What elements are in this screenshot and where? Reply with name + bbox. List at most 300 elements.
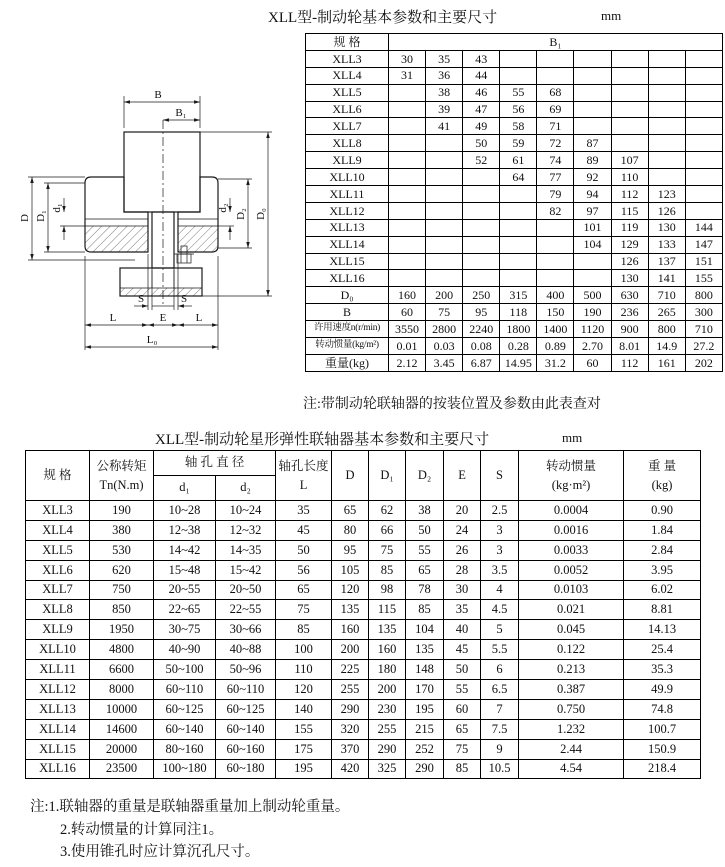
b1-value-cell: 72 bbox=[537, 135, 574, 152]
b1-value-cell: 87 bbox=[574, 135, 611, 152]
b1-value-cell: 59 bbox=[500, 135, 537, 152]
b1-value-cell bbox=[648, 67, 685, 84]
value-cell: 0.213 bbox=[519, 660, 624, 680]
row-label: XLL14 bbox=[306, 236, 389, 253]
value-cell: 160 bbox=[332, 620, 369, 640]
coupling-table bbox=[25, 450, 701, 779]
row-label: XLL4 bbox=[26, 520, 90, 540]
b1-value-cell bbox=[463, 253, 500, 270]
value-cell: 20000 bbox=[90, 739, 154, 759]
value-cell: 38 bbox=[406, 501, 444, 521]
b1-value-cell: 61 bbox=[500, 152, 537, 169]
value-cell: 10~24 bbox=[216, 501, 276, 521]
b1-value-cell: 64 bbox=[500, 169, 537, 186]
b1-value-cell: 130 bbox=[648, 219, 685, 236]
value-cell: 190 bbox=[90, 501, 154, 521]
value-cell: 6600 bbox=[90, 660, 154, 680]
row-label: XLL3 bbox=[306, 50, 389, 67]
value-cell: 25.4 bbox=[624, 640, 701, 660]
value-cell: 28 bbox=[444, 560, 481, 580]
b1-value-cell bbox=[463, 236, 500, 253]
b1-value-cell: 3.45 bbox=[426, 354, 463, 371]
row-label: XLL5 bbox=[306, 84, 389, 101]
b1-value-cell: 71 bbox=[537, 118, 574, 135]
table-row bbox=[306, 219, 723, 236]
b1-value-cell bbox=[574, 118, 611, 135]
value-cell: 0.90 bbox=[624, 501, 701, 521]
row-label: XLL10 bbox=[306, 169, 389, 186]
value-cell: 7.5 bbox=[481, 719, 519, 739]
table-row bbox=[306, 287, 723, 304]
b1-value-cell: 69 bbox=[537, 101, 574, 118]
value-cell: 60~110 bbox=[216, 680, 276, 700]
b1-value-cell bbox=[685, 118, 722, 135]
row-label: XLL14 bbox=[26, 719, 90, 739]
b1-value-cell: 2.70 bbox=[574, 338, 611, 355]
value-cell: 0.0052 bbox=[519, 560, 624, 580]
row-label: XLL8 bbox=[306, 135, 389, 152]
value-cell: 2.44 bbox=[519, 739, 624, 759]
col-header-E: E bbox=[444, 451, 481, 501]
value-cell: 4.54 bbox=[519, 759, 624, 779]
row-label: 重量(kg) bbox=[306, 354, 389, 371]
b1-value-cell bbox=[463, 186, 500, 203]
value-cell: 45 bbox=[444, 640, 481, 660]
footnote-2: 2.转动惯量的计算同注1。 bbox=[60, 821, 224, 838]
value-cell: 218.4 bbox=[624, 759, 701, 779]
b1-value-cell bbox=[463, 219, 500, 236]
value-cell: 50~96 bbox=[216, 660, 276, 680]
value-cell: 15~42 bbox=[216, 560, 276, 580]
value-cell: 0.750 bbox=[519, 699, 624, 719]
value-cell: 80~160 bbox=[154, 739, 216, 759]
value-cell: 3.5 bbox=[481, 560, 519, 580]
value-cell: 10.5 bbox=[481, 759, 519, 779]
b1-value-cell: 41 bbox=[426, 118, 463, 135]
table1-title: XLL型-制动轮基本参数和主要尺寸 bbox=[268, 10, 498, 26]
b1-value-cell bbox=[500, 67, 537, 84]
col-header-D: D bbox=[332, 451, 369, 501]
value-cell: 1950 bbox=[90, 620, 154, 640]
b1-value-cell bbox=[611, 50, 648, 67]
value-cell: 0.122 bbox=[519, 640, 624, 660]
value-cell: 95 bbox=[332, 540, 369, 560]
b1-value-cell bbox=[426, 253, 463, 270]
table-row bbox=[26, 620, 701, 640]
footnote-3: 3.使用锥孔时应计算沉孔尺寸。 bbox=[60, 844, 260, 860]
b1-value-cell bbox=[648, 101, 685, 118]
value-cell: 50 bbox=[444, 660, 481, 680]
b1-value-cell bbox=[463, 202, 500, 219]
value-cell: 0.387 bbox=[519, 680, 624, 700]
table-row bbox=[306, 50, 723, 67]
b1-value-cell: 161 bbox=[648, 354, 685, 371]
value-cell: 4800 bbox=[90, 640, 154, 660]
value-cell: 35 bbox=[444, 600, 481, 620]
b1-value-cell bbox=[537, 270, 574, 287]
table-row bbox=[26, 759, 701, 779]
row-label: XLL9 bbox=[306, 152, 389, 169]
b1-value-cell: 710 bbox=[648, 287, 685, 304]
value-cell: 65 bbox=[406, 560, 444, 580]
b1-value-cell bbox=[685, 135, 722, 152]
value-cell: 148 bbox=[406, 660, 444, 680]
b1-value-cell: 46 bbox=[463, 84, 500, 101]
value-cell: 74.8 bbox=[624, 699, 701, 719]
b1-value-cell bbox=[685, 101, 722, 118]
b1-value-cell: 49 bbox=[463, 118, 500, 135]
table-row bbox=[306, 270, 723, 287]
b1-value-cell: 126 bbox=[611, 253, 648, 270]
b1-value-cell: 27.2 bbox=[685, 338, 722, 355]
value-cell: 85 bbox=[406, 600, 444, 620]
value-cell: 8.81 bbox=[624, 600, 701, 620]
b1-value-cell: 147 bbox=[685, 236, 722, 253]
value-cell: 56 bbox=[276, 560, 332, 580]
b1-value-cell bbox=[611, 67, 648, 84]
value-cell: 380 bbox=[90, 520, 154, 540]
b1-value-cell: 44 bbox=[463, 67, 500, 84]
col-header-d2: d₂ bbox=[216, 476, 276, 501]
value-cell: 0.0016 bbox=[519, 520, 624, 540]
value-cell: 22~65 bbox=[154, 600, 216, 620]
value-cell: 100 bbox=[276, 640, 332, 660]
b1-value-cell bbox=[389, 135, 426, 152]
b1-value-cell: 36 bbox=[426, 67, 463, 84]
value-cell: 530 bbox=[90, 540, 154, 560]
b1-value-cell: 800 bbox=[648, 321, 685, 338]
b1-value-cell bbox=[648, 152, 685, 169]
row-label: XLL16 bbox=[306, 270, 389, 287]
b1-value-cell bbox=[426, 219, 463, 236]
value-cell: 30 bbox=[444, 580, 481, 600]
dim-label-d1-cap: D₁ bbox=[35, 210, 47, 222]
value-cell: 195 bbox=[276, 759, 332, 779]
b1-value-cell: 0.01 bbox=[389, 338, 426, 355]
b1-value-cell bbox=[537, 253, 574, 270]
b1-value-cell bbox=[500, 253, 537, 270]
value-cell: 0.021 bbox=[519, 600, 624, 620]
dim-label-b: B bbox=[154, 89, 162, 101]
table-row bbox=[306, 354, 723, 371]
value-cell: 325 bbox=[369, 759, 406, 779]
value-cell: 255 bbox=[332, 680, 369, 700]
b1-value-cell: 190 bbox=[574, 304, 611, 321]
bore-length-line2: L bbox=[299, 477, 308, 492]
b1-value-cell: 1120 bbox=[574, 321, 611, 338]
value-cell: 170 bbox=[406, 680, 444, 700]
value-cell: 105 bbox=[332, 560, 369, 580]
b1-value-cell bbox=[574, 50, 611, 67]
value-cell: 65 bbox=[444, 719, 481, 739]
weight-header bbox=[624, 451, 701, 501]
value-cell: 1.232 bbox=[519, 719, 624, 739]
b1-value-cell bbox=[574, 270, 611, 287]
value-cell: 620 bbox=[90, 560, 154, 580]
b1-value-cell: 2800 bbox=[426, 321, 463, 338]
value-cell: 40~88 bbox=[216, 640, 276, 660]
b1-value-cell: 250 bbox=[463, 287, 500, 304]
table-row bbox=[306, 186, 723, 203]
table-row bbox=[26, 640, 701, 660]
b1-value-cell: 630 bbox=[611, 287, 648, 304]
value-cell: 135 bbox=[406, 640, 444, 660]
table-row bbox=[26, 699, 701, 719]
value-cell: 75 bbox=[369, 540, 406, 560]
row-label: XLL11 bbox=[306, 186, 389, 203]
b1-value-cell: 52 bbox=[463, 152, 500, 169]
b1-value-cell bbox=[389, 101, 426, 118]
value-cell: 12~32 bbox=[216, 520, 276, 540]
b1-value-cell bbox=[426, 186, 463, 203]
b1-value-cell: 97 bbox=[574, 202, 611, 219]
value-cell: 20~50 bbox=[216, 580, 276, 600]
footnote-1: 注:1.联轴器的重量是联轴器重量加上制动轮重量。 bbox=[30, 799, 350, 815]
b1-value-cell bbox=[500, 50, 537, 67]
value-cell: 8000 bbox=[90, 680, 154, 700]
dim-label-l0: L₀ bbox=[146, 334, 158, 346]
table1-unit: mm bbox=[601, 8, 622, 23]
table-row bbox=[26, 560, 701, 580]
b1-value-cell bbox=[685, 67, 722, 84]
b1-value-cell: 30 bbox=[389, 50, 426, 67]
b1-value-cell bbox=[389, 202, 426, 219]
table2-title: XLL型-制动轮星形弹性联轴器基本参数和主要尺寸 bbox=[155, 432, 490, 448]
b1-value-cell: 119 bbox=[611, 219, 648, 236]
b1-value-cell: 56 bbox=[500, 101, 537, 118]
table-row bbox=[306, 338, 723, 355]
b1-value-cell: 6.87 bbox=[463, 354, 500, 371]
value-cell: 60~125 bbox=[154, 699, 216, 719]
torque-header-line1: 公称转矩 bbox=[96, 458, 147, 473]
b1-value-cell: 236 bbox=[611, 304, 648, 321]
table2-unit: mm bbox=[562, 430, 583, 445]
table-row bbox=[306, 135, 723, 152]
value-cell: 60~140 bbox=[216, 719, 276, 739]
b1-value-cell: 74 bbox=[537, 152, 574, 169]
b1-value-cell: 200 bbox=[426, 287, 463, 304]
value-cell: 30~75 bbox=[154, 620, 216, 640]
table-row bbox=[306, 321, 723, 338]
b1-value-cell bbox=[685, 169, 722, 186]
b1-value-cell: 126 bbox=[648, 202, 685, 219]
value-cell: 45 bbox=[276, 520, 332, 540]
value-cell: 78 bbox=[406, 580, 444, 600]
value-cell: 120 bbox=[332, 580, 369, 600]
row-label: XLL3 bbox=[26, 501, 90, 521]
value-cell: 14~42 bbox=[154, 540, 216, 560]
b1-value-cell bbox=[537, 50, 574, 67]
b1-value-cell: 155 bbox=[685, 270, 722, 287]
value-cell: 120 bbox=[276, 680, 332, 700]
value-cell: 200 bbox=[369, 680, 406, 700]
value-cell: 290 bbox=[332, 699, 369, 719]
b1-value-cell bbox=[389, 270, 426, 287]
dim-label-d: D bbox=[19, 214, 31, 222]
b1-value-cell bbox=[611, 84, 648, 101]
spec-column-header: 规 格 bbox=[306, 34, 389, 51]
value-cell: 50~100 bbox=[154, 660, 216, 680]
value-cell: 55 bbox=[406, 540, 444, 560]
b1-value-cell bbox=[389, 152, 426, 169]
row-label: XLL12 bbox=[26, 680, 90, 700]
table-row bbox=[26, 660, 701, 680]
value-cell: 60~180 bbox=[216, 759, 276, 779]
row-label: XLL9 bbox=[26, 620, 90, 640]
b1-value-cell bbox=[611, 118, 648, 135]
b1-value-cell: 35 bbox=[426, 50, 463, 67]
value-cell: 7 bbox=[481, 699, 519, 719]
value-cell: 85 bbox=[276, 620, 332, 640]
value-cell: 85 bbox=[369, 560, 406, 580]
table-row bbox=[26, 540, 701, 560]
value-cell: 40~90 bbox=[154, 640, 216, 660]
b1-value-cell bbox=[463, 270, 500, 287]
table-row bbox=[306, 67, 723, 84]
dim-label-e: E bbox=[159, 312, 167, 324]
b1-value-cell: 2240 bbox=[463, 321, 500, 338]
row-label: XLL7 bbox=[26, 580, 90, 600]
b1-value-cell: 3550 bbox=[389, 321, 426, 338]
row-label: B bbox=[306, 304, 389, 321]
b1-value-cell: 31 bbox=[389, 67, 426, 84]
b1-value-cell bbox=[685, 84, 722, 101]
b1-value-cell: 202 bbox=[685, 354, 722, 371]
value-cell: 30~66 bbox=[216, 620, 276, 640]
row-label: XLL6 bbox=[26, 560, 90, 580]
table-row bbox=[306, 304, 723, 321]
row-label: XLL15 bbox=[306, 253, 389, 270]
row-label: XLL11 bbox=[26, 660, 90, 680]
value-cell: 14~35 bbox=[216, 540, 276, 560]
value-cell: 155 bbox=[276, 719, 332, 739]
dim-label-l2: L bbox=[195, 312, 203, 324]
b1-value-cell bbox=[611, 135, 648, 152]
b1-value-cell bbox=[537, 236, 574, 253]
b1-value-cell: 800 bbox=[685, 287, 722, 304]
row-label: XLL4 bbox=[306, 67, 389, 84]
bore-diameter-header: 轴 孔 直 径 bbox=[154, 451, 276, 476]
row-label: D₀ bbox=[306, 287, 389, 304]
dim-label-d2: d₂ bbox=[217, 203, 229, 213]
b1-value-cell: 400 bbox=[537, 287, 574, 304]
value-cell: 104 bbox=[406, 620, 444, 640]
b1-value-cell bbox=[574, 253, 611, 270]
value-cell: 100~180 bbox=[154, 759, 216, 779]
table-row bbox=[306, 202, 723, 219]
b1-value-cell bbox=[389, 118, 426, 135]
dim-label-d1: d₁ bbox=[51, 203, 63, 213]
value-cell: 0.0004 bbox=[519, 501, 624, 521]
value-cell: 20 bbox=[444, 501, 481, 521]
b1-value-cell: 500 bbox=[574, 287, 611, 304]
value-cell: 22~55 bbox=[216, 600, 276, 620]
bore-length-header bbox=[276, 451, 332, 501]
inertia-header-line1: 转动惯量 bbox=[546, 458, 597, 473]
brake-wheel-rim bbox=[124, 132, 200, 212]
value-cell: 6 bbox=[481, 660, 519, 680]
value-cell: 20~55 bbox=[154, 580, 216, 600]
b1-value-cell: 123 bbox=[648, 186, 685, 203]
b1-value-cell bbox=[574, 67, 611, 84]
b1-value-cell bbox=[500, 186, 537, 203]
table-row bbox=[306, 236, 723, 253]
row-label: XLL12 bbox=[306, 202, 389, 219]
b1-value-cell: 315 bbox=[500, 287, 537, 304]
b1-value-cell: 115 bbox=[611, 202, 648, 219]
b1-value-cell: 0.28 bbox=[500, 338, 537, 355]
value-cell: 195 bbox=[406, 699, 444, 719]
b1-value-cell bbox=[648, 84, 685, 101]
value-cell: 1.84 bbox=[624, 520, 701, 540]
b1-value-cell: 710 bbox=[685, 321, 722, 338]
b1-value-cell: 58 bbox=[500, 118, 537, 135]
value-cell: 9 bbox=[481, 739, 519, 759]
b1-value-cell: 39 bbox=[426, 101, 463, 118]
inertia-header-line2: (kg·m²) bbox=[551, 477, 591, 492]
value-cell: 150.9 bbox=[624, 739, 701, 759]
table-row bbox=[26, 520, 701, 540]
b1-value-cell: 77 bbox=[537, 169, 574, 186]
value-cell: 252 bbox=[406, 739, 444, 759]
value-cell: 24 bbox=[444, 520, 481, 540]
row-label: XLL8 bbox=[26, 600, 90, 620]
value-cell: 100.7 bbox=[624, 719, 701, 739]
value-cell: 140 bbox=[276, 699, 332, 719]
value-cell: 66 bbox=[369, 520, 406, 540]
value-cell: 320 bbox=[332, 719, 369, 739]
value-cell: 2.5 bbox=[481, 501, 519, 521]
b1-value-cell bbox=[500, 270, 537, 287]
b1-value-cell: 43 bbox=[463, 50, 500, 67]
torque-header bbox=[90, 451, 154, 501]
value-cell: 60~125 bbox=[216, 699, 276, 719]
value-cell: 115 bbox=[369, 600, 406, 620]
b1-value-cell: 137 bbox=[648, 253, 685, 270]
value-cell: 290 bbox=[369, 739, 406, 759]
value-cell: 60~140 bbox=[154, 719, 216, 739]
b1-value-cell bbox=[389, 253, 426, 270]
coupling-cross-section-drawing bbox=[15, 58, 300, 373]
b1-value-cell: 92 bbox=[574, 169, 611, 186]
row-label: 转动惯量(kg/m²) bbox=[306, 338, 389, 355]
value-cell: 60~160 bbox=[216, 739, 276, 759]
value-cell: 3 bbox=[481, 540, 519, 560]
value-cell: 62 bbox=[369, 501, 406, 521]
table-row bbox=[306, 152, 723, 169]
b1-value-cell: 68 bbox=[537, 84, 574, 101]
value-cell: 80 bbox=[332, 520, 369, 540]
b1-value-cell bbox=[500, 202, 537, 219]
inertia-header bbox=[519, 451, 624, 501]
table-row bbox=[306, 253, 723, 270]
value-cell: 3 bbox=[481, 520, 519, 540]
weight-header-line1: 重 量 bbox=[647, 458, 677, 473]
b1-value-cell bbox=[685, 186, 722, 203]
b1-value-cell: 112 bbox=[611, 354, 648, 371]
b1-value-cell bbox=[574, 84, 611, 101]
value-cell: 110 bbox=[276, 660, 332, 680]
b1-value-cell bbox=[426, 270, 463, 287]
value-cell: 290 bbox=[406, 759, 444, 779]
value-cell: 50 bbox=[276, 540, 332, 560]
table-row bbox=[306, 118, 723, 135]
value-cell: 14.13 bbox=[624, 620, 701, 640]
table-row bbox=[26, 501, 701, 521]
b1-value-cell bbox=[648, 135, 685, 152]
b1-value-cell: 14.95 bbox=[500, 354, 537, 371]
b1-value-cell bbox=[463, 169, 500, 186]
